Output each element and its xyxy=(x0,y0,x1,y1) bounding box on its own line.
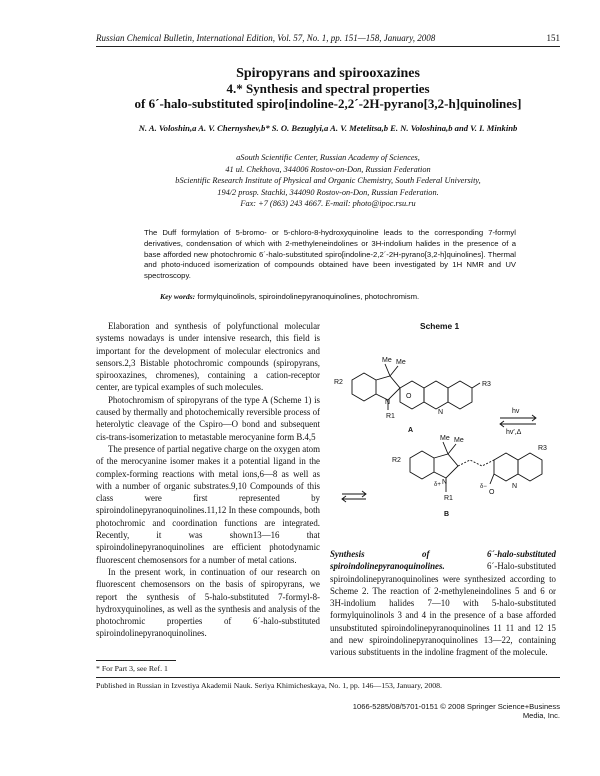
oxygen-label: O xyxy=(406,393,412,400)
affiliation-line: Fax: +7 (863) 243 4667. E-mail: photo@ipoc.rsu.ru xyxy=(240,199,416,209)
quinoline-ring-b2 xyxy=(518,453,542,481)
methyl-label: Me xyxy=(396,359,406,366)
paragraph: In the present work, in continuation of our research on fluorescent chemosensors on the basis of spiropyrans, we report the synthesis of 5-halo-substituted 7-formyl-8-hydroxyquinolines, as well as the synthesis and analysis of the photochromic properties of 6´-halo-substituted spiroindolinepyranoquinolines. xyxy=(96,566,320,639)
journal-citation: Russian Chemical Bulletin, International Edition, Vol. 57, No. 1, pp. 151—158, January, 2008 xyxy=(96,33,436,43)
r1-label: R1 xyxy=(444,495,453,502)
header-rule xyxy=(96,46,560,47)
title-main: of 6´-halo-substituted spiro[indoline-2,2´-2H-pyrano[3,2-h]quinolines] xyxy=(134,96,522,111)
indoline-five-ring-a xyxy=(376,376,400,400)
quinoline-ring-a1 xyxy=(424,381,448,409)
label-a: A xyxy=(408,427,414,434)
indoline-benzene-ring-a xyxy=(352,373,376,401)
nitrogen-label: N xyxy=(442,479,448,486)
keywords-label: Key words: xyxy=(160,292,196,301)
affiliation-line: bScientific Research Institute of Physical and Organic Chemistry, South Federal University, xyxy=(175,176,481,186)
affiliation-line: aSouth Scientific Center, Russian Academy of Sciences, xyxy=(236,153,420,162)
footnote: * For Part 3, see Ref. 1 xyxy=(96,664,168,673)
article-title xyxy=(96,66,560,111)
scheme-label: Scheme 1 xyxy=(420,321,460,331)
footer-rule xyxy=(96,677,560,678)
published-note: Published in Russian in Izvestiya Akademii Nauk. Seriya Khimicheskaya, No. 1, pp. 146—153, January, 2008. xyxy=(96,681,442,690)
running-header xyxy=(96,33,560,43)
indoline-five-ring-b xyxy=(434,454,458,478)
r3-label: R3 xyxy=(538,445,547,452)
hv-label: hv xyxy=(512,408,520,415)
affiliation-line: 194/2 prosp. Stachki, 344090 Rostov-on-Don, Russian Federation. xyxy=(217,187,439,197)
oxygen-label: O xyxy=(489,489,495,496)
authors: N. A. Voloshin,a A. V. Chernyshev,b* S. O. Bezuglyi,a A. V. Metelitsa,b E. N. Voloshina,b and V. I. Minkinb xyxy=(138,123,518,133)
keywords-text: formylquinolinols, spiroindolinepyranoquinolines, photochromism. xyxy=(197,292,420,301)
affiliations xyxy=(100,152,556,210)
abstract: The Duff formylation of 5-bromo- or 5-chloro-8-hydroxyquinoline leads to the corresponding 7-formyl derivatives, condensation of which with 2-methyleneindolines or 3H-indolium halides in the presence of a base afforded new photochromic 6´-halo-substituted spiro[indoline-2,2´-2H-pyrano[3,2-h]quinolines]. Thermal and photo-induced isomerization of compounds obtained have been investigated by 1H NMR and UV spectroscopy. xyxy=(144,228,516,281)
r2-label: R2 xyxy=(392,457,401,464)
r2-label: R2 xyxy=(334,379,343,386)
delta-minus-label: δ− xyxy=(480,484,487,490)
quinoline-n-label: N xyxy=(438,409,444,416)
paragraph: 6´-Halo-substituted spiroindolinepyranoquinolines were synthesized according to Scheme 2. The reaction of 2-methyleneindolines 5 and 6 or 3H-indolium halides 7—10 with 5-halo-substituted formylquinolinols 3 and 4 in the presence of a base afforded unsubstituted spiroindolinepyranoquinolines 11 11 and 12 15 and new spiroindolinepyranoquinolines 13—22, containing various substituents in the indoline fragment of the molecule. xyxy=(330,561,556,658)
delta-plus-label: δ+ xyxy=(434,482,441,488)
body-right-column xyxy=(330,548,556,659)
paragraph: The presence of partial negative charge on the oxygen atom of the merocyanine isomer makes it a potential ligand in the complex-forming reactions with metal ions,6—8 as well as with a number of organic substrates.9,10 Compounds of this class were first represented by spiroindolinepyranoquinolines.11,12 In these compounds, both photochromic and coordination functions are integrated. Recently, it was shown13—16 that spiroindolinepyranoquinolines are efficient photodynamic fluorescent chemosensors for a number of metal cations. xyxy=(96,443,321,565)
r3-label: R3 xyxy=(482,381,491,388)
body-left-column xyxy=(96,320,320,640)
pyran-ring-a xyxy=(400,381,424,409)
quinoline-ring-a2 xyxy=(448,381,472,409)
indoline-benzene-ring-b xyxy=(410,451,434,479)
nitrogen-label: N xyxy=(385,399,391,406)
merocyanine-chain xyxy=(458,460,494,466)
r1-label: R1 xyxy=(386,413,395,420)
page-number: 151 xyxy=(546,33,560,43)
section-heading: Synthesis of 6´-halo-substituted spiroindolinepyranoquinolines. xyxy=(330,549,556,572)
quinoline-ring-b1 xyxy=(494,453,518,481)
keywords xyxy=(160,292,520,301)
quinoline-n-label: N xyxy=(512,483,518,490)
hv-delta-label: hv′,Δ xyxy=(506,429,522,436)
scheme-1-figure xyxy=(330,336,556,526)
methyl-label: Me xyxy=(454,437,464,444)
methyl-label: Me xyxy=(382,357,392,364)
title-part: 4.* Synthesis and spectral properties xyxy=(226,81,430,96)
methyl-label: Me xyxy=(440,435,450,442)
issn-copyright: 1066-5285/08/5701-0151 © 2008 Springer Science+Business Media, Inc. xyxy=(352,702,560,720)
paragraph: Elaboration and synthesis of polyfunctional molecular systems nowadays is under intensive research, this field is important for the development of molecular electronics and sensors.2,3 Bistable photochromic compounds (spiropyrans, spirooxazines, chromenes), containing a cation-receptor center, are typical examples of such molecules. xyxy=(96,321,320,393)
footnote-rule xyxy=(96,660,176,661)
title-series: Spiropyrans and spirooxazines xyxy=(236,66,420,81)
affiliation-line: 41 ul. Chekhova, 344006 Rostov-on-Don, Russian Federation xyxy=(225,164,431,174)
label-b: B xyxy=(444,511,450,518)
paragraph: Photochromism of spiropyrans of the type A (Scheme 1) is caused by thermally and photochemically reversible process of heterolytic cleavage of the Cspiro—O bond and subsequent cis-trans-isomerization to metastable merocyanine form B.4,5 xyxy=(96,394,320,442)
